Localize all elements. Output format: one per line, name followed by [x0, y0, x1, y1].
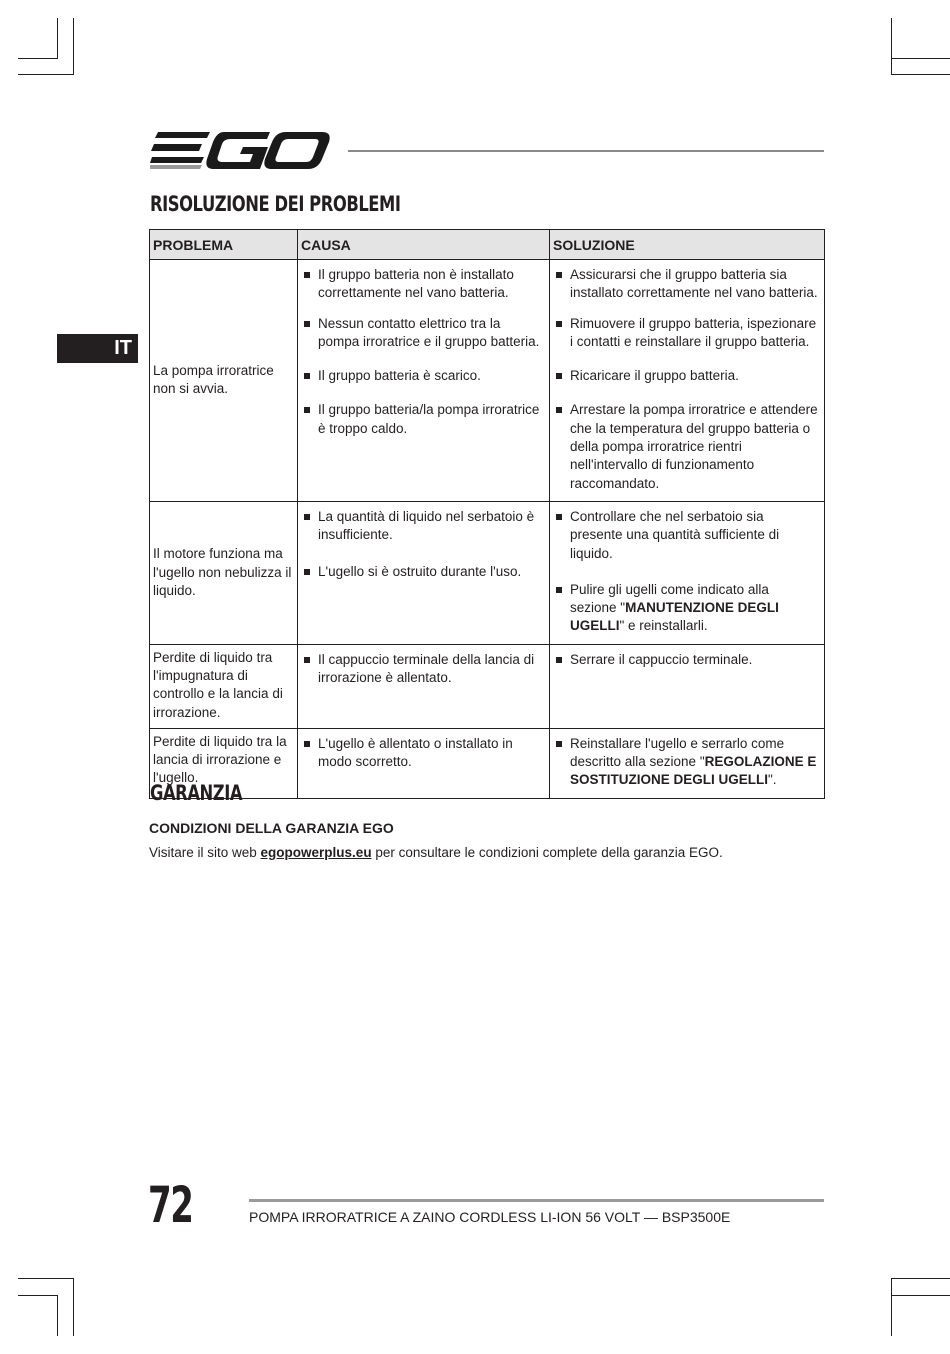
- cause-cell: [298, 728, 550, 798]
- cause-text: Il gruppo batteria è scarico.: [318, 368, 481, 384]
- troubleshooting-table: [149, 229, 825, 799]
- bullet-icon: [304, 272, 310, 278]
- column-header-problem: PROBLEMA: [150, 230, 298, 260]
- bullet-icon: [304, 569, 310, 575]
- crop-mark: [18, 1278, 74, 1279]
- list-item: [555, 401, 818, 492]
- crop-mark: [891, 74, 950, 75]
- solution-text: Arrestare la pompa irroratrice e attendere che la temperatura del gruppo batteria o della pompa irroratrice rientri nell'intervallo di funzionamento raccomandato.: [570, 402, 818, 491]
- list-item: [555, 266, 818, 303]
- section-title-troubleshooting: RISOLUZIONE DEI PROBLEMI: [150, 192, 401, 216]
- bullet-icon: [556, 587, 562, 593]
- column-header-cause: CAUSA: [298, 230, 550, 260]
- bullet-icon: [304, 407, 310, 413]
- problem-cell: La pompa irroratrice non si avvia.: [150, 260, 298, 502]
- cause-text: La quantità di liquido nel serbatoio è insufficiente.: [318, 508, 535, 543]
- solution-cell: [550, 644, 825, 728]
- table-row: [150, 644, 825, 728]
- crop-mark: [57, 1295, 58, 1336]
- crop-mark: [891, 58, 950, 59]
- list-item: [303, 563, 543, 581]
- text-run: Reinstallare l'ugello e serrarlo come descritto alla sezione ": [570, 735, 785, 770]
- problem-cell: Perdite di liquido tra la lancia di irrorazione e l'ugello.: [150, 728, 298, 798]
- ego-logo: [150, 130, 330, 170]
- solution-text: Serrare il cappuccio terminale.: [570, 651, 753, 667]
- cause-text: L'ugello si è ostruito durante l'uso.: [318, 563, 522, 579]
- solution-text: Ricaricare il gruppo batteria.: [570, 368, 739, 384]
- section-title-warranty: GARANZIA: [150, 781, 243, 805]
- table-row: [150, 260, 825, 502]
- crop-mark: [73, 1278, 74, 1336]
- website-link[interactable]: egopowerplus.eu: [260, 845, 372, 860]
- bullet-icon: [556, 321, 562, 327]
- page-number: 72: [148, 1176, 193, 1234]
- solution-text: Rimuovere il gruppo batteria, ispezionare i contatti e reinstallare il gruppo batteria.: [570, 315, 817, 349]
- list-item: [303, 315, 543, 352]
- solution-cell: [550, 728, 825, 798]
- problem-cell: Perdite di liquido tra l'impugnatura di controllo e la lancia di irrorazione.: [150, 644, 298, 728]
- header-rule: [348, 150, 824, 152]
- bold-reference: REGOLAZIONE E SOSTITUZIONE DEGLI UGELLI: [570, 754, 817, 788]
- warranty-subtitle: CONDIZIONI DELLA GARANZIA EGO: [149, 820, 394, 836]
- solution-text: Assicurarsi che il gruppo batteria sia installato correttamente nel vano batteria.: [570, 267, 818, 301]
- crop-mark: [891, 1295, 950, 1296]
- table-header-row: [150, 230, 825, 260]
- footer-rule: [249, 1199, 824, 1202]
- cause-text: Nessun contatto elettrico tra la pompa irroratrice e il gruppo batteria.: [318, 315, 540, 349]
- crop-mark: [57, 18, 58, 58]
- list-item: [303, 367, 543, 385]
- cause-text: Il gruppo batteria non è installato correttamente nel vano batteria.: [318, 267, 514, 301]
- bullet-icon: [556, 272, 562, 278]
- list-item: [555, 735, 818, 790]
- cause-cell: [298, 501, 550, 644]
- crop-mark: [18, 58, 58, 59]
- warranty-text: [149, 845, 723, 860]
- solution-cell: [550, 260, 825, 502]
- solution-text: [570, 582, 779, 634]
- cause-text: Il cappuccio terminale della lancia di irrorazione è allentato.: [318, 651, 535, 686]
- bullet-icon: [556, 373, 562, 379]
- cause-text: Il gruppo batteria/la pompa irroratrice è troppo caldo.: [318, 402, 540, 436]
- list-item: [555, 581, 818, 636]
- bold-reference: MANUTENZIONE DEGLI UGELLI: [570, 600, 779, 634]
- bullet-icon: [304, 657, 310, 663]
- text-run: per consultare le condizioni complete della garanzia EGO.: [371, 845, 723, 860]
- problem-cell: Il motore funziona ma l'ugello non nebulizza il liquido.: [150, 501, 298, 644]
- list-item: [303, 735, 543, 772]
- list-item: [555, 367, 818, 385]
- crop-mark: [18, 1295, 58, 1296]
- cause-cell: [298, 644, 550, 728]
- cause-cell: [298, 260, 550, 502]
- text-run: " e reinstallarli.: [619, 618, 708, 634]
- crop-mark: [73, 18, 74, 75]
- text-run: Visitare il sito web: [149, 845, 261, 860]
- list-item: [303, 266, 543, 303]
- bullet-icon: [304, 321, 310, 327]
- text-run: ".: [768, 772, 777, 788]
- list-item: [303, 508, 543, 545]
- table-row: [150, 728, 825, 798]
- solution-text: [570, 736, 816, 788]
- crop-mark: [891, 1278, 950, 1279]
- crop-mark: [891, 18, 892, 75]
- footer-title: POMPA IRRORATRICE A ZAINO CORDLESS LI-ION 56 VOLT — BSP3500E: [249, 1209, 731, 1225]
- bullet-icon: [304, 741, 310, 747]
- list-item: [555, 651, 818, 669]
- bullet-icon: [556, 741, 562, 747]
- table-row: [150, 501, 825, 644]
- language-tab: IT: [57, 334, 138, 363]
- solution-text: Controllare che nel serbatoio sia presente una quantità sufficiente di liquido.: [570, 508, 780, 561]
- list-item: [303, 651, 543, 688]
- solution-cell: [550, 501, 825, 644]
- bullet-icon: [556, 514, 562, 520]
- list-item: [555, 315, 818, 352]
- bullet-icon: [304, 373, 310, 379]
- list-item: [555, 508, 818, 563]
- cause-text: L'ugello è allentato o installato in modo scorretto.: [318, 735, 513, 770]
- bullet-icon: [556, 407, 562, 413]
- column-header-solution: SOLUZIONE: [550, 230, 825, 260]
- bullet-icon: [304, 514, 310, 520]
- list-item: [303, 401, 543, 438]
- crop-mark: [18, 74, 74, 75]
- crop-mark: [891, 1278, 892, 1336]
- text-run: Pulire gli ugelli come indicato alla sezione ": [570, 581, 769, 616]
- bullet-icon: [556, 657, 562, 663]
